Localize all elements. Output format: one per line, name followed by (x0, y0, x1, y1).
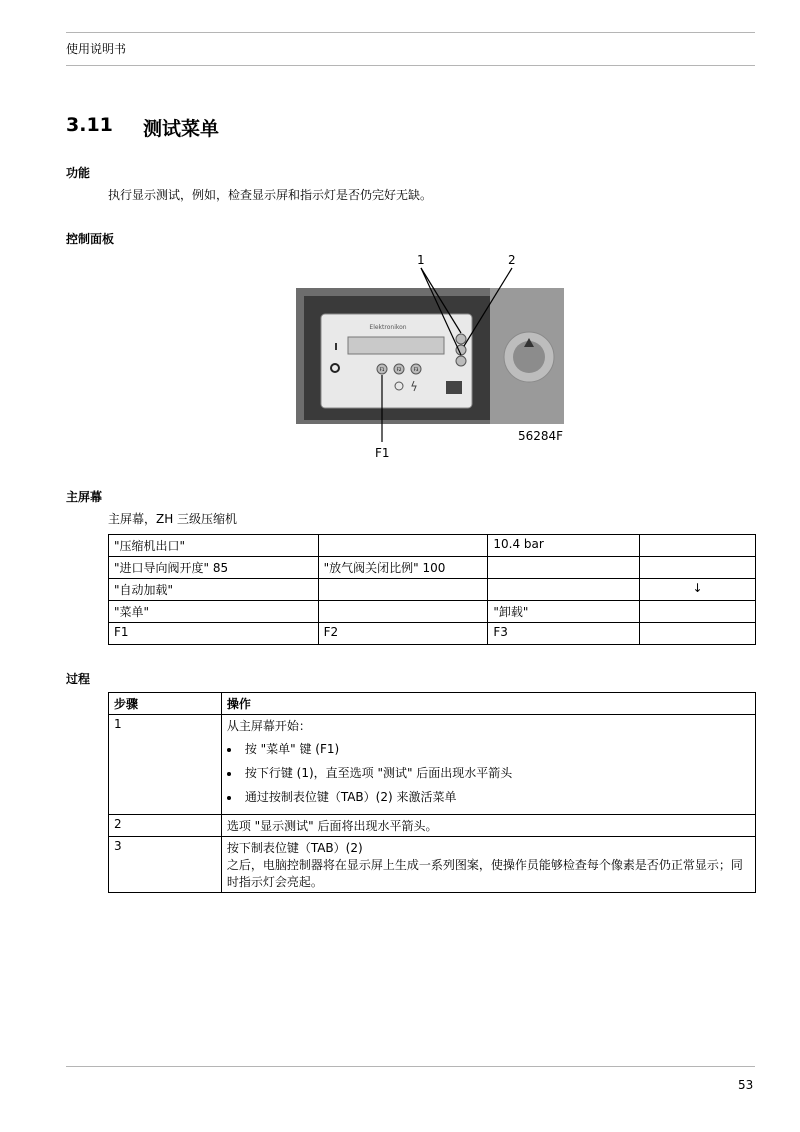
step-action (221, 837, 755, 893)
table-cell: "菜单" (109, 601, 319, 623)
table-row (109, 815, 756, 837)
table-row (109, 837, 756, 893)
section-title: 测试菜单 (143, 118, 220, 140)
key-f1-label: F1 (379, 367, 385, 372)
down-key-icon (456, 356, 466, 366)
control-panel-figure (296, 250, 586, 462)
table-cell (640, 535, 756, 557)
key-f2-label: F2 (396, 367, 402, 372)
table-cell (488, 557, 640, 579)
table-cell: "放气阀关闭比例" 100 (318, 557, 488, 579)
figure-code: 56284F (518, 429, 564, 443)
table-cell: F1 (109, 623, 319, 645)
list-item: • 按 "菜单" 键 (F1) (241, 740, 750, 757)
step-number: 2 (109, 815, 222, 837)
control-panel-heading: 控制面板 (66, 232, 115, 246)
procedure-heading: 过程 (66, 672, 91, 686)
main-screen-heading: 主屏幕 (66, 490, 103, 504)
display-window (348, 337, 444, 354)
header-rule-top (66, 32, 755, 33)
header-title: 使用说明书 (66, 42, 127, 56)
function-heading: 功能 (66, 166, 91, 180)
step-line: 按下制表位键（TAB）(2) (226, 841, 363, 855)
callout-2-label: 2 (508, 253, 516, 267)
callout-f1-label: F1 (375, 446, 390, 460)
table-cell (640, 623, 756, 645)
table-row (109, 601, 756, 623)
brand-label: Elektronikon (369, 324, 407, 331)
procedure-table (108, 692, 756, 893)
table-cell: F3 (488, 623, 640, 645)
step-number: 1 (109, 715, 222, 815)
table-row (109, 535, 756, 557)
control-panel-drawing (296, 250, 586, 462)
table-cell: 10.4 bar (488, 535, 640, 557)
table-cell: "卸载" (488, 601, 640, 623)
header-rule-bottom (66, 65, 755, 66)
column-header-step: 步骤 (109, 693, 222, 715)
table-row (109, 623, 756, 645)
list-item: • 通过按制表位键（TAB）(2) 来激活菜单 (241, 788, 750, 805)
table-cell (640, 601, 756, 623)
list-item: • 按下行键 (1)，直至选项 "测试" 后面出现水平箭头 (241, 764, 750, 781)
table-cell (640, 557, 756, 579)
manufacturer-logo-icon (446, 381, 462, 394)
table-row (109, 715, 756, 815)
step-bullet-list (227, 740, 750, 805)
table-header-row (109, 693, 756, 715)
table-cell (318, 535, 488, 557)
table-cell: "自动加载" (109, 579, 319, 601)
step-number: 3 (109, 837, 222, 893)
start-button-icon (335, 343, 337, 350)
table-cell: F2 (318, 623, 488, 645)
main-screen-caption: 主屏幕，ZH 三级压缩机 (108, 512, 238, 526)
function-text: 执行显示测试，例如，检查显示屏和指示灯是否仍完好无缺。 (108, 188, 433, 202)
down-arrow-cell: ↓ (640, 579, 756, 601)
table-cell: "进口导向阀开度" 85 (109, 557, 319, 579)
table-row (109, 557, 756, 579)
main-screen-table (108, 534, 756, 645)
step-action: 选项 "显示测试" 后面将出现水平箭头。 (221, 815, 755, 837)
footer-rule (66, 1066, 755, 1067)
step-intro: 从主屏幕开始： (226, 719, 311, 733)
table-cell: "压缩机出口" (109, 535, 319, 557)
step-line: 之后，电脑控制器将在显示屏上生成一系列图案，使操作员能够检查每个像素是否仍正常显示；同时指示灯会亮起。 (226, 858, 743, 889)
table-cell (318, 579, 488, 601)
table-row (109, 579, 756, 601)
step-action (221, 715, 755, 815)
page-number: 53 (738, 1078, 754, 1092)
up-key-icon (456, 334, 466, 344)
section-number: 3.11 (66, 114, 113, 136)
table-cell (318, 601, 488, 623)
table-cell (488, 579, 640, 601)
column-header-action: 操作 (221, 693, 755, 715)
callout-1-label: 1 (417, 253, 425, 267)
key-f3-label: F3 (413, 367, 419, 372)
